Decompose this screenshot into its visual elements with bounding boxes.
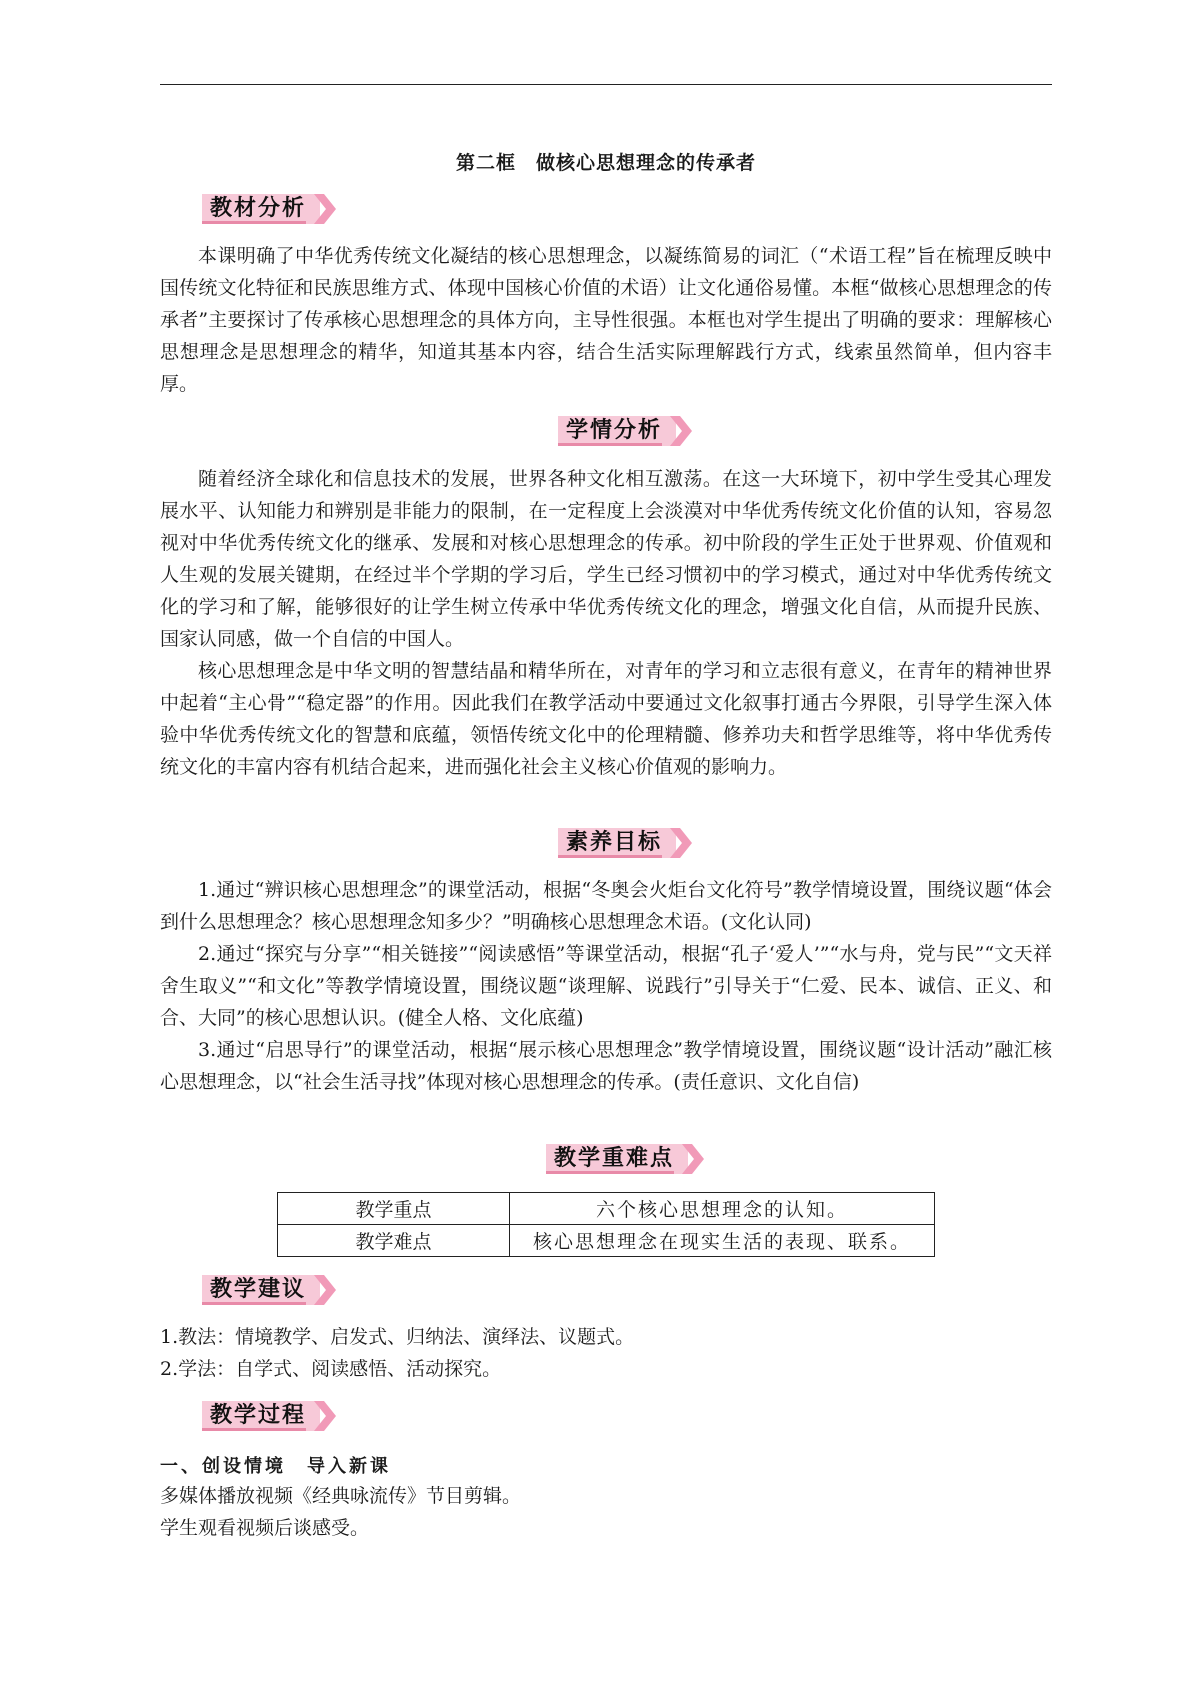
chevron-right-icon (314, 1275, 336, 1305)
chevron-right-icon (314, 1401, 336, 1431)
section-heading-zhongnan (546, 1144, 688, 1174)
table-row (278, 1193, 935, 1225)
section-heading-label: 素养目标 (558, 828, 676, 858)
table-cell-value: 六个核心思想理念的认知。 (510, 1193, 935, 1225)
page-title: 第二框 做核心思想理念的传承者 (455, 152, 756, 174)
section-heading-label: 教学过程 (202, 1401, 320, 1431)
paragraph: 随着经济全球化和信息技术的发展，世界各种文化相互激荡。在这一大环境下，初中学生受其心理发展水平、认知能力和辨别是非能力的限制，在一定程度上会淡漠对中华优秀传统文化价值的认知，容易忽视对中华优秀传统文化的继承、发展和对核心思想理念的传承。初中阶段的学生正处于世界观、价值观和人生观的发展关键期，在经过半个学期的学习后，学生已经习惯初中的学习模式，通过对中华优秀传统文化的学习和了解，能够很好的让学生树立传承中华优秀传统文化的理念，增强文化自信，从而提升民族、国家认同感，做一个自信的中国人。 (160, 468, 1052, 650)
table-row (278, 1225, 935, 1257)
section-body-jiaocai (160, 240, 1052, 400)
section-heading-label: 教学重难点 (546, 1144, 688, 1174)
section-body-xueqing (160, 463, 1052, 783)
section-heading-label: 学情分析 (558, 416, 676, 446)
objective-item: 2.通过“探究与分享”“相关链接”“阅读感悟”等课堂活动，根据“孔子‘爱人’”“水与舟，党与民”“文天祥舍生取义”“和文化”等教学情境设置，围绕议题“谈理解、说践行”引导关于“仁爱、民本、诚信、正义、和合、大同”的核心思想认识。(健全人格、文化底蕴) (160, 943, 1052, 1029)
section-heading-label: 教学建议 (202, 1275, 320, 1305)
section-heading-guocheng (202, 1401, 320, 1431)
objective-item: 1.通过“辨识核心思想理念”的课堂活动，根据“冬奥会火炬台文化符号”教学情境设置，围绕议题“体会到什么思想理念？核心思想理念知多少？”明确核心思想理念术语。(文化认同) (160, 879, 1052, 933)
section-heading-xueqing (558, 416, 676, 446)
chevron-right-icon (670, 416, 692, 446)
list-item: 2.学法：自学式、阅读感悟、活动探究。 (160, 1358, 502, 1380)
section-body-guocheng (160, 1480, 1052, 1544)
subheading: 一、创设情境 导入新课 (160, 1456, 391, 1477)
section-heading-jiaocai (202, 194, 320, 224)
paragraph: 核心思想理念是中华文明的智慧结晶和精华所在，对青年的学习和立志很有意义，在青年的精神世界中起着“主心骨”“稳定器”的作用。因此我们在教学活动中要通过文化叙事打通古今界限，引导学生深入体验中华优秀传统文化的智慧和底蕴，领悟传统文化中的伦理精髓、修养功夫和哲学思维等，将中华优秀传统文化的丰富内容有机结合起来，进而强化社会主义核心价值观的影响力。 (160, 660, 1052, 778)
top-rule (160, 84, 1052, 85)
paragraph: 本课明确了中华优秀传统文化凝结的核心思想理念，以凝练简易的词汇（“术语工程”旨在梳理反映中国传统文化特征和民族思维方式、体现中国核心价值的术语）让文化通俗易懂。本框“做核心思想理念的传承者”主要探讨了传承核心思想理念的具体方向，主导性很强。本框也对学生提出了明确的要求：理解核心思想理念是思想理念的精华，知道其基本内容，结合生活实际理解践行方式，线索虽然简单，但内容丰厚。 (160, 245, 1052, 395)
paragraph: 学生观看视频后谈感受。 (160, 1517, 370, 1539)
chevron-right-icon (670, 828, 692, 858)
objective-item: 3.通过“启思导行”的课堂活动，根据“展示核心思想理念”教学情境设置，围绕议题“设计活动”融汇核心思想理念，以“社会生活寻找”体现对核心思想理念的传承。(责任意识、文化自信) (160, 1039, 1052, 1093)
section-heading-jianyi (202, 1275, 320, 1305)
paragraph: 多媒体播放视频《经典咏流传》节目剪辑。 (160, 1485, 522, 1507)
section-heading-label: 教材分析 (202, 194, 320, 224)
chevron-right-icon (314, 194, 336, 224)
table-cell-value: 核心思想理念在现实生活的表现、联系。 (510, 1225, 935, 1257)
chevron-right-icon (682, 1144, 704, 1174)
section-body-suyang (160, 874, 1052, 1098)
key-difficulty-table (277, 1192, 935, 1257)
section-heading-suyang (558, 828, 676, 858)
list-item: 1.教法：情境教学、启发式、归纳法、演绎法、议题式。 (160, 1326, 635, 1348)
table-cell-key: 教学难点 (278, 1225, 510, 1257)
section-body-jianyi (160, 1321, 1052, 1385)
table-cell-key: 教学重点 (278, 1193, 510, 1225)
